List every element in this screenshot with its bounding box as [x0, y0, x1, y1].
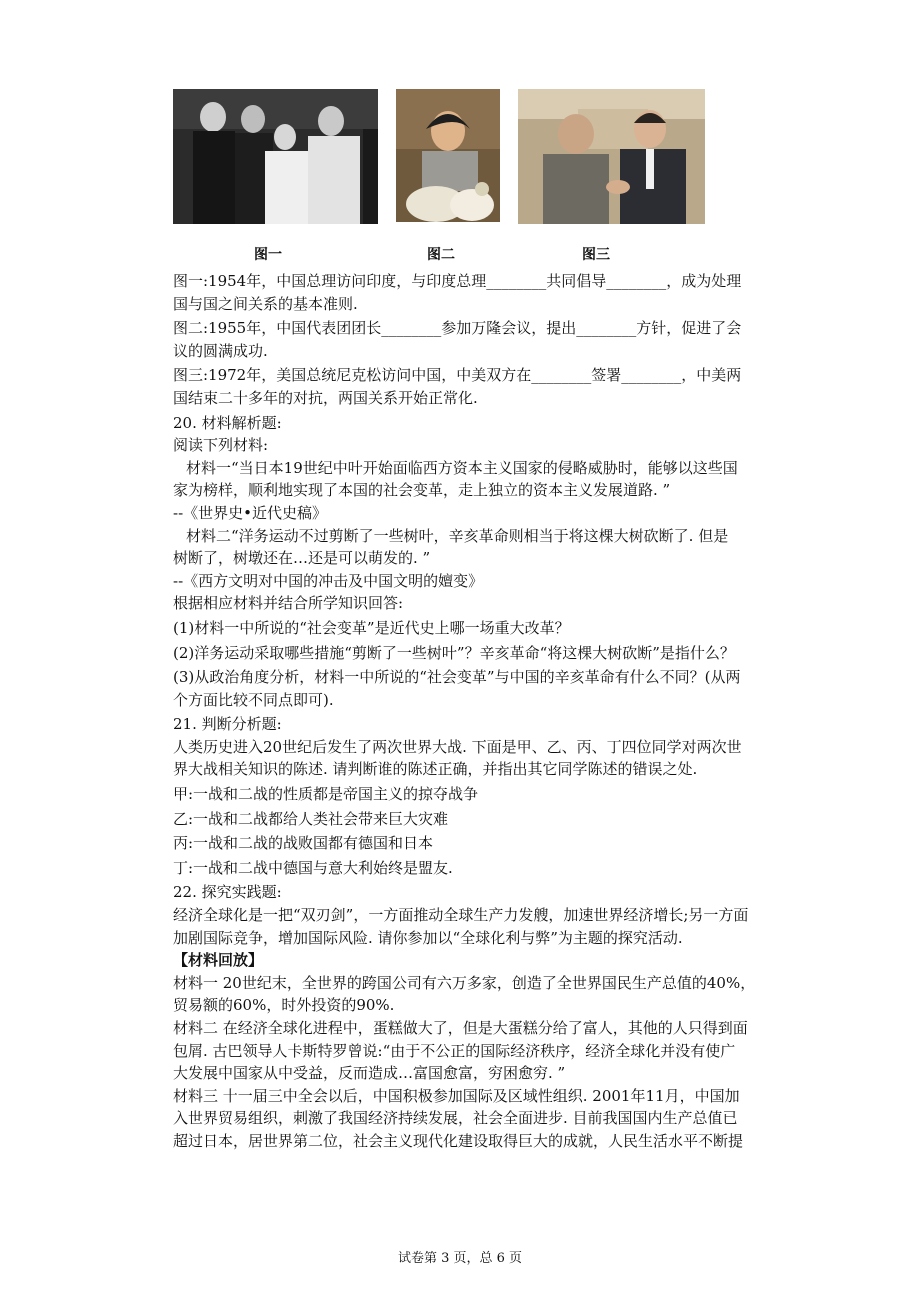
q21-statement-ding: 丁:一战和二战中德国与意大利始终是盟友.	[173, 858, 453, 877]
q21-statement-jia: 甲:一战和二战的性质都是帝国主义的掠夺战争	[173, 785, 479, 804]
q21-heading: 21. 判断分析题:	[173, 715, 282, 734]
photo-figure-3	[518, 89, 705, 224]
figures-description	[173, 270, 779, 410]
figure-3-text-cont: 国结束二十多年的对抗，两国关系开始正常化.	[173, 388, 478, 407]
q22-material-1: 材料一 20世纪末，全世界的跨国公司有六万多家，创造了全世界国民生产总值的40%，	[173, 973, 756, 992]
q22-intro: 经济全球化是一把“双刃剑”，一方面推动全球生产力发艘，加速世界经济增长;另一方面	[173, 906, 749, 925]
figure-1-text-cont: 国与国之间关系的基本准则.	[173, 294, 358, 313]
question-21	[173, 713, 779, 879]
q22-material-2-cont2: 大发展中国家从中受益，反而造成…富国愈富，穷困愈穷. ”	[173, 1064, 566, 1083]
q21-intro: 人类历史进入20世纪后发生了两次世界大战. 下面是甲、乙、丙、丁四位同学对两次世	[173, 737, 742, 756]
q22-heading: 22. 探究实践题:	[173, 883, 282, 902]
photo-figure-2	[396, 89, 500, 222]
question-22	[173, 881, 779, 1152]
q20-subquestion-2: (2)洋务运动采取哪些措施“剪断了一些树叶”？辛亥革命“将这棵大树砍断”是指什么？	[173, 643, 735, 662]
figure-2-text-cont: 议的圆满成功.	[173, 341, 268, 360]
figure-3-text: 图三:1972年，美国总统尼克松访问中国，中美双方在________签署________，中美两	[173, 366, 742, 385]
caption-figure-2: 图二	[427, 247, 455, 263]
figure-1-text: 图一:1954年，中国总理访问印度，与印度总理________共同倡导________，成为处理	[173, 272, 742, 290]
caption-figure-3: 图三	[582, 247, 610, 263]
q20-subquestion-3: (3)从政治角度分析，材料一中所说的“社会变革”与中国的辛亥革命有什么不同？(从两	[173, 668, 741, 687]
q21-statement-bing: 丙:一战和二战的战败国都有德国和日本	[173, 834, 434, 853]
q20-source-1: --《世界史•近代史稿》	[173, 503, 327, 522]
q20-source-2: --《西方文明对中国的冲击及中国文明的嬗变》	[173, 571, 484, 590]
q21-intro-cont: 界大战相关知识的陈述. 请判断谁的陈述正确，并指出其它同学陈述的错误之处.	[173, 760, 698, 779]
q22-material-header: 【材料回放】	[173, 951, 264, 970]
photo-figure-1	[173, 89, 378, 224]
q20-subquestion-1: (1)材料一中所说的“社会变革”是近代史上哪一场重大改革？	[173, 618, 570, 637]
q22-intro-cont: 加剧国际竞争，增加国际风险. 请你参加以“全球化利与弊”为主题的探究活动.	[173, 928, 683, 947]
q20-material-2-cont: 树断了，树墩还在…还是可以萌发的. ”	[173, 549, 431, 568]
q20-instruction: 阅读下列材料:	[173, 436, 269, 455]
q20-material-1-cont: 家为榜样，顺利地实现了本国的社会变革，走上独立的资本主义发展道路. ”	[173, 481, 671, 500]
q22-material-2-cont: 包屑. 古巴领导人卡斯特罗曾说:“由于不公正的国际经济秩序，经济全球化并没有使广	[173, 1041, 736, 1060]
figure-2-text: 图二:1955年，中国代表团团长________参加万隆会议，提出________方针，促进了会	[173, 319, 742, 338]
q20-material-2: 材料二“洋务运动不过剪断了一些树叶，辛亥革命则相当于将这棵大树砍断了. 但是	[186, 526, 729, 545]
q22-material-3: 材料三 十一届三中全会以后，中国积极参加国际及区域性组织. 2001年11月，中国加	[173, 1086, 740, 1105]
figure-captions	[0, 244, 920, 266]
exam-content	[173, 270, 779, 1153]
q22-material-3-cont: 入世界贸易组织，刺激了我国经济持续发展，社会全面进步. 目前我国国内生产总值已	[173, 1109, 738, 1128]
question-20	[173, 412, 779, 712]
page-footer: 试卷第 3 页，总 6 页	[397, 1251, 523, 1266]
caption-figure-1: 图一	[254, 247, 282, 263]
q21-statement-yi: 乙:一战和二战都给人类社会带来巨大灾难	[173, 809, 449, 828]
q20-heading: 20. 材料解析题:	[173, 413, 282, 432]
q22-material-2: 材料二 在经济全球化进程中，蛋糕做大了，但是大蛋糕分给了富人，其他的人只得到面	[173, 1019, 748, 1037]
q22-material-1-cont: 贸易额的60%，时外投资的90%.	[173, 996, 395, 1015]
q20-material-1: 材料一“当日本19世纪中叶开始面临西方资本主义国家的侵略威胁时，能够以这些国	[186, 458, 738, 477]
q22-material-3-cont2: 超过日本，居世界第二位，社会主义现代化建设取得巨大的成就，人民生活水平不断提	[173, 1131, 744, 1150]
q20-subquestion-3-cont: 个方面比较不同点即可).	[173, 690, 334, 709]
q20-prompt: 根据相应材料并结合所学知识回答:	[173, 594, 404, 613]
photo-row	[0, 89, 920, 229]
